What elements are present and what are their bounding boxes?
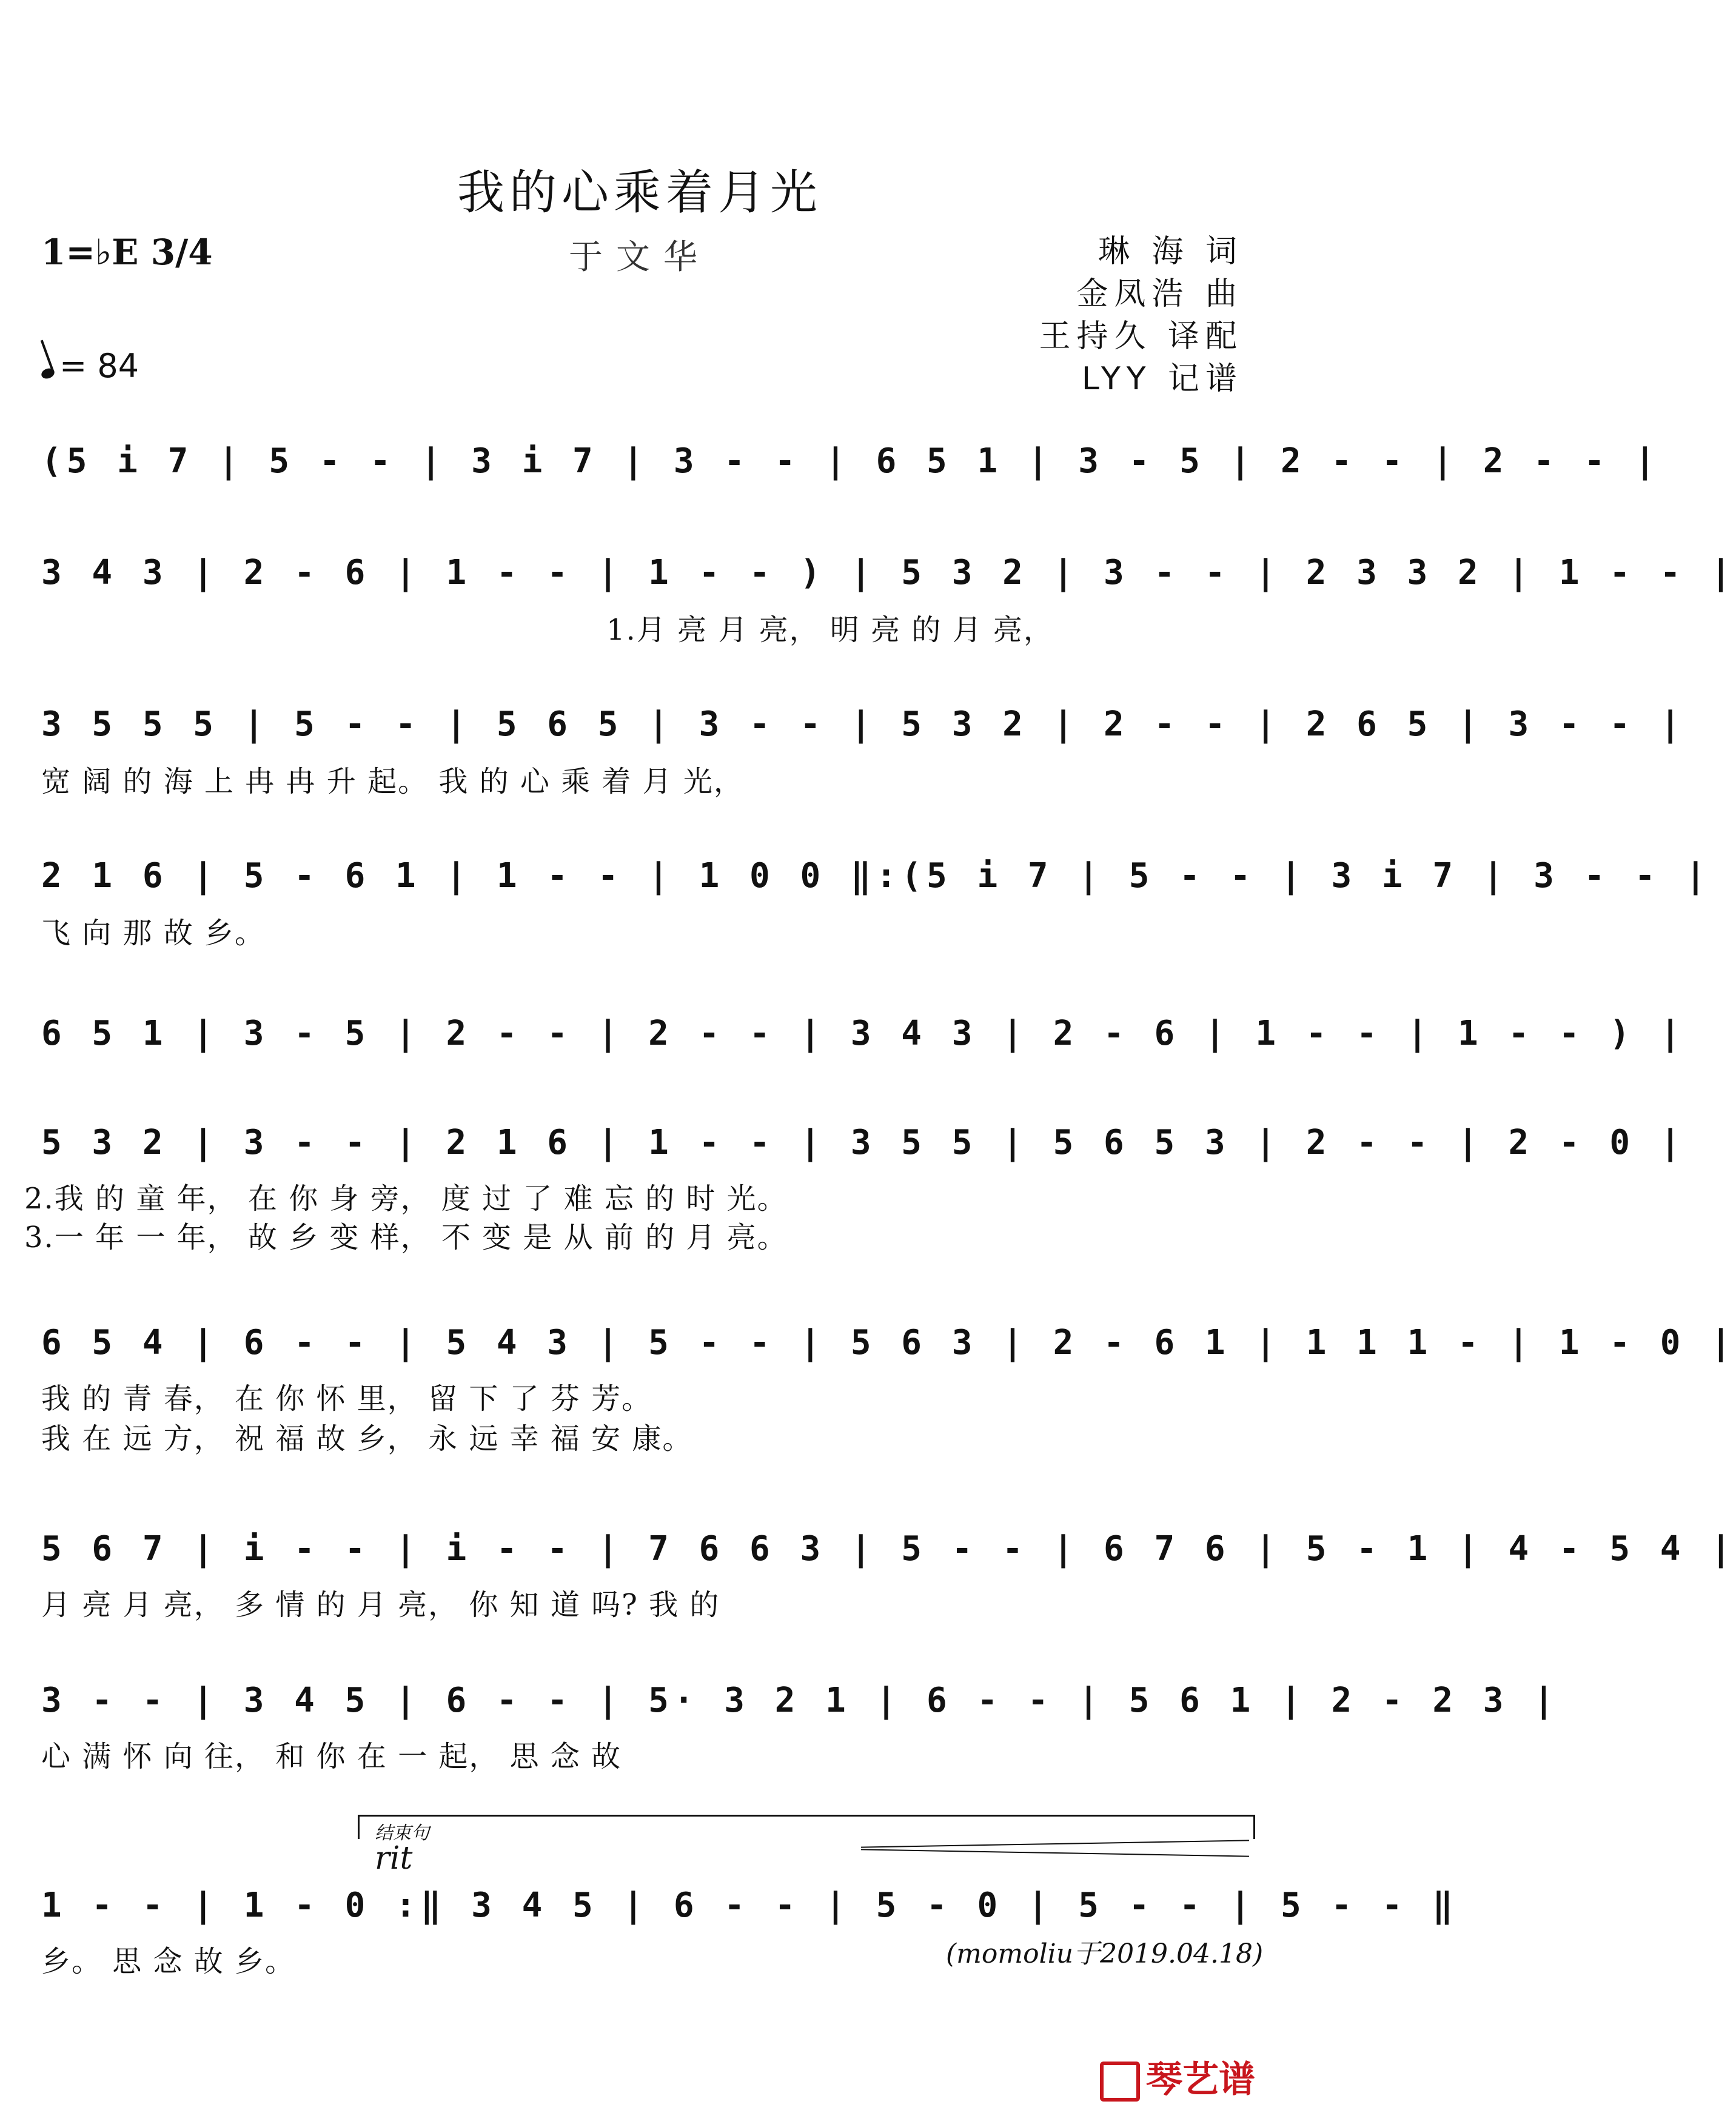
lyric-line-10: 乡。 思 念 故 乡。: [41, 1944, 296, 1978]
logo-icon: [1100, 2062, 1140, 2102]
score-line-1: (5 i 7 | 5 - - | 3 i 7 | 3 - - | 6 5 1 | 3 - 5 | 2 - - | 2 - - |: [41, 441, 1660, 481]
decrescendo-line-bottom: [861, 1849, 1249, 1857]
lyricist-credit: 琳 海 词: [1098, 233, 1243, 270]
lyric-line-4: 飞 向 那 故 乡。: [41, 916, 266, 950]
lyric-line-2-verse1: 1.月 亮 月 亮， 明 亮 的 月 亮，: [606, 613, 1054, 647]
decrescendo-line-top: [861, 1840, 1249, 1847]
singer-name: 于文华: [569, 238, 711, 277]
ending-bracket-line: [358, 1815, 1255, 1817]
lyric-line-8: 月 亮 月 亮， 多 情 的 月 亮， 你 知 道 吗? 我 的: [41, 1588, 720, 1622]
key-signature: 1=♭E 3/4: [41, 232, 213, 273]
score-line-7: 6 5 4 | 6 - - | 5 4 3 | 5 - - | 5 6 3 | 2 - 6 1 | 1 1 1 - | 1 - 0 |: [41, 1323, 1736, 1362]
lyric-line-7-verse2: 我 的 青 春， 在 你 怀 里， 留 下 了 芬 芳。: [41, 1382, 652, 1416]
translator-credit: 王持久 译配: [1039, 318, 1243, 355]
transcriber-signature: (momoliu于2019.04.18): [946, 1938, 1264, 1969]
score-line-2: 3 4 3 | 2 - 6 | 1 - - | 1 - - ) | 5 3 2 | 3 - - | 2 3 3 2 | 1 - - |: [41, 553, 1736, 592]
logo-text: 琴艺谱: [1146, 2058, 1255, 2101]
tempo-marking: [41, 347, 139, 385]
score-line-9: 3 - - | 3 4 5 | 6 - - | 5· 3 2 1 | 6 - - | 5 6 1 | 2 - 2 3 |: [41, 1681, 1559, 1720]
composer-credit: 金凤浩 曲: [1076, 276, 1243, 312]
song-title: 我的心乘着月光: [457, 166, 822, 220]
site-logo: [1100, 2051, 1255, 2103]
rit-marking: rit: [375, 1840, 413, 1877]
score-line-10: 1 - - | 1 - 0 :‖ 3 4 5 | 6 - - | 5 - 0 | 5 - - | 5 - - ‖: [41, 1886, 1458, 1925]
ending-label: 结束句: [375, 1823, 429, 1844]
score-line-4: 2 1 6 | 5 - 6 1 | 1 - - | 1 0 0 ‖:(5 i 7 | 5 - - | 3 i 7 | 3 - - |: [41, 856, 1711, 896]
score-line-8: 5 6 7 | i - - | i - - | 7 6 6 3 | 5 - - | 6 7 6 | 5 - 1 | 4 - 5 4 |: [41, 1529, 1736, 1569]
ending-bracket-left: [358, 1815, 360, 1839]
lyric-line-9: 心 满 怀 向 往， 和 你 在 一 起， 思 念 故: [41, 1740, 622, 1774]
score-line-5: 6 5 1 | 3 - 5 | 2 - - | 2 - - | 3 4 3 | 2 - 6 | 1 - - | 1 - - ) |: [41, 1014, 1686, 1053]
lyric-line-6-verse3: 3.一 年 一 年， 故 乡 变 样， 不 变 是 从 前 的 月 亮。: [24, 1221, 788, 1254]
lyric-line-3: 宽 阔 的 海 上 冉 冉 升 起。 我 的 心 乘 着 月 光，: [41, 765, 744, 799]
score-line-3: 3 5 5 5 | 5 - - | 5 6 5 | 3 - - | 5 3 2 | 2 - - | 2 6 5 | 3 - - |: [41, 705, 1686, 744]
lyric-line-7-verse3: 我 在 远 方， 祝 福 故 乡， 永 远 幸 福 安 康。: [41, 1422, 693, 1456]
tempo-value: = 84: [59, 347, 139, 385]
transcriber-credit: LYY 记谱: [1081, 361, 1243, 397]
lyric-line-6-verse2: 2.我 的 童 年， 在 你 身 旁， 度 过 了 难 忘 的 时 光。: [24, 1182, 788, 1216]
quarter-note-icon: [40, 367, 56, 381]
score-line-6: 5 3 2 | 3 - - | 2 1 6 | 1 - - | 3 5 5 | 5 6 5 3 | 2 - - | 2 - 0 |: [41, 1123, 1686, 1162]
ending-bracket-right: [1253, 1815, 1255, 1839]
